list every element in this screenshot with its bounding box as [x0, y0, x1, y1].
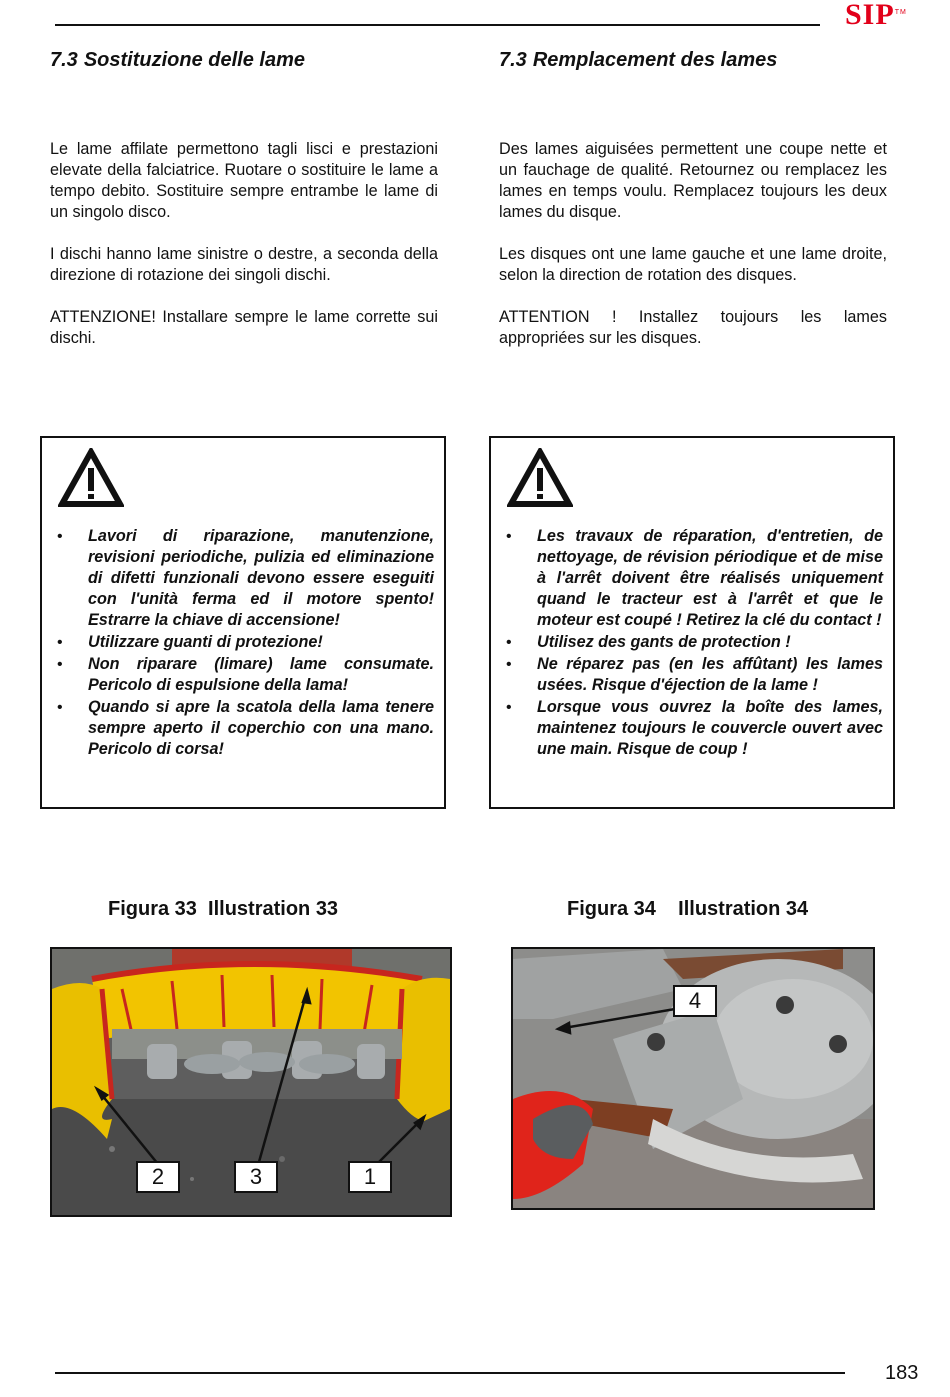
paragraph: Le lame affilate permettono tagli lisci e prestazioni elevate della falciatrice. Ruotare o sostituire le lame a tempo debito. Sostituire sempre entrambe le lame di un singolo disco. — [50, 140, 438, 221]
warning-item: • Quando si apre la scatola della lama tenere sempre aperto il coperchio con una mano. Pericolo di corsa! — [57, 698, 434, 758]
figure-33-photo — [50, 947, 452, 1217]
warning-item: • Lorsque vous ouvrez la boîte des lames, maintenez toujours le couvercle ouvert avec une main. Risque de coup ! — [506, 698, 883, 758]
warning-item: • Les travaux de réparation, d'entretien, de nettoyage, de révision périodique et de mise à l'arrêt doivent être réalisés uniquement quand le tracteur est à l'arrêt et que le moteur est coupé ! Retirez la clé du contact ! — [506, 527, 883, 629]
paragraph: Des lames aiguisées permettent une coupe nette et un fauchage de qualité. Retournez ou remplacez les lames en temps voulu. Remplacez toujours les deux lames du disque. — [499, 140, 887, 221]
warning-triangle-icon — [58, 448, 124, 508]
warning-triangle-icon — [507, 448, 573, 508]
header-rule — [55, 24, 820, 26]
warning-box-it — [40, 436, 446, 809]
sip-logo: SIP™ — [845, 0, 907, 31]
callout-label: 1 — [348, 1161, 392, 1193]
section-number: 7.3 — [50, 49, 78, 71]
warning-item: • Utilizzare guanti di protezione! — [57, 633, 323, 651]
french-text-column — [499, 139, 887, 370]
section-title: Remplacement des lames — [532, 49, 778, 71]
paragraph: ATTENZIONE! Installare sempre le lame corrette sui dischi. — [50, 308, 438, 347]
warning-item: • Ne réparez pas (en les affûtant) les lames usées. Risque d'éjection de la lame ! — [506, 655, 883, 694]
figure-caption: Figura 34 Illustration 34 — [567, 898, 809, 920]
warning-item: • Non riparare (limare) lame consumate. Pericolo di espulsione della lama! — [57, 655, 434, 694]
paragraph: Les disques ont une lame gauche et une lame droite, selon la direction de rotation des disques. — [499, 245, 887, 284]
warning-item: • Utilisez des gants de protection ! — [506, 633, 791, 651]
italian-text-column — [50, 139, 438, 370]
warning-list — [491, 526, 883, 761]
callout-label: 3 — [234, 1161, 278, 1193]
section-number: 7.3 — [499, 49, 527, 71]
paragraph: ATTENTION ! Installez toujours les lames appropriées sur les disques. — [499, 308, 887, 347]
section-heading-it — [50, 47, 305, 73]
figure-caption: Figura 33 Illustration 33 — [108, 898, 339, 920]
callout-label: 2 — [136, 1161, 180, 1193]
page-number: 183 — [885, 1362, 919, 1384]
footer-rule — [55, 1372, 845, 1374]
section-title: Sostituzione delle lame — [83, 49, 305, 71]
warning-list — [42, 526, 434, 761]
section-heading-fr — [499, 47, 777, 73]
callout-label: 4 — [673, 985, 717, 1017]
figure-34-photo — [511, 947, 875, 1210]
paragraph: I dischi hanno lame sinistre o destre, a seconda della direzione di rotazione dei singoli dischi. — [50, 245, 438, 284]
warning-box-fr — [489, 436, 895, 809]
warning-item: • Lavori di riparazione, manutenzione, revisioni periodiche, pulizia ed eliminazione di difetti funzionali devono essere eseguiti con l'unità ferma ed il motore spento! Estrarre la chiave di accensione! — [57, 527, 434, 629]
